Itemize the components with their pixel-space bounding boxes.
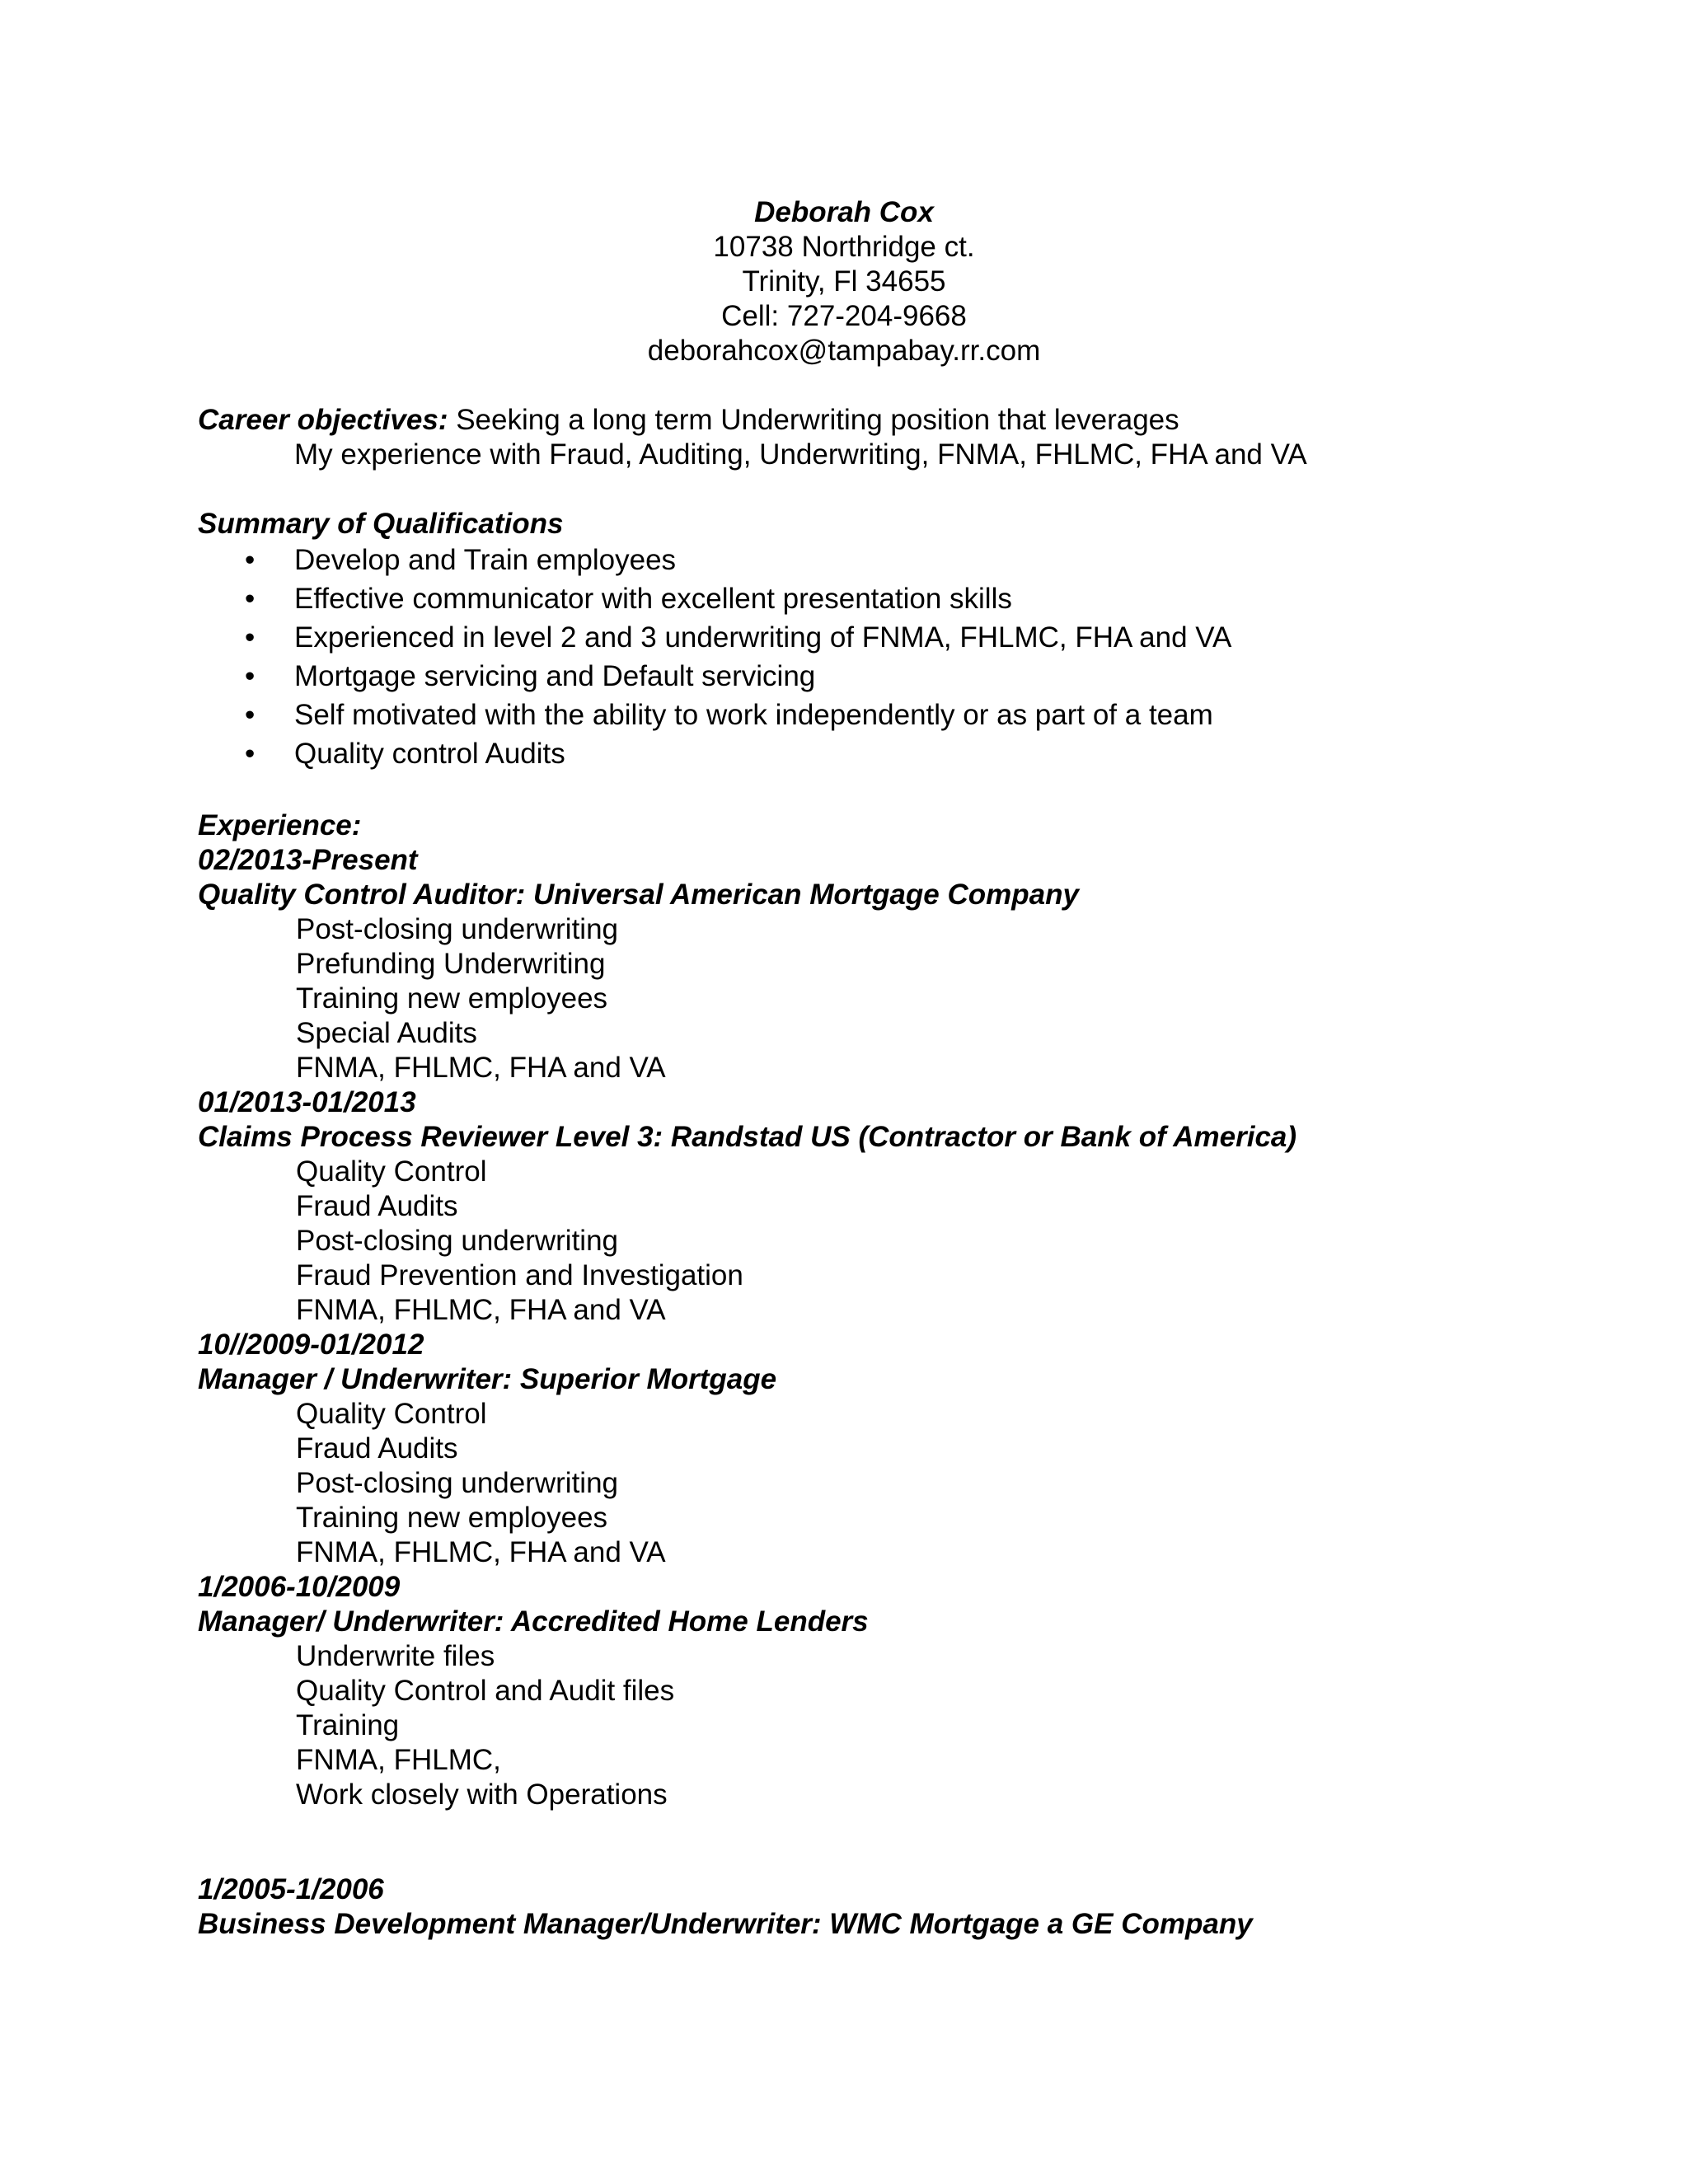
- career-objectives: [198, 403, 1179, 438]
- qualification-item: Experienced in level 2 and 3 underwriting of FNMA, FHLMC, FHA and VA: [294, 621, 1232, 654]
- job-title: Manager/ Underwriter: Accredited Home Lenders: [198, 1605, 869, 1638]
- experience-heading: Experience:: [198, 809, 362, 841]
- qualification-item: Effective communicator with excellent presentation skills: [294, 583, 1012, 615]
- qualification-item: Mortgage servicing and Default servicing: [294, 660, 816, 692]
- job-duty: Training new employees: [296, 1502, 608, 1534]
- summary-heading: Summary of Qualifications: [198, 508, 564, 540]
- job-duty: FNMA, FHLMC, FHA and VA: [296, 1294, 666, 1326]
- job-dates: 1/2006-10/2009: [198, 1571, 401, 1603]
- bullet-icon: •: [245, 544, 256, 576]
- career-objectives-continuation: My experience with Fraud, Auditing, Underwriting, FNMA, FHLMC, FHA and VA: [294, 438, 1307, 471]
- job-duty: FNMA, FHLMC, FHA and VA: [296, 1536, 666, 1568]
- job-duty: Training new employees: [296, 982, 608, 1015]
- job-duty: Post-closing underwriting: [296, 1225, 619, 1257]
- job-duty: Work closely with Operations: [296, 1779, 668, 1811]
- job-dates: 1/2005-1/2006: [198, 1873, 384, 1905]
- applicant-name: Deborah Cox: [754, 196, 934, 228]
- job-duty: Fraud Prevention and Investigation: [296, 1259, 743, 1291]
- job-duty: Quality Control: [296, 1155, 487, 1188]
- job-dates: 01/2013-01/2013: [198, 1086, 416, 1118]
- street-address: 10738 Northridge ct.: [713, 231, 975, 263]
- career-objectives-label: Career objectives:: [198, 404, 448, 436]
- job-title: Claims Process Reviewer Level 3: Randstad US (Contractor or Bank of America): [198, 1121, 1297, 1153]
- job-duty: Fraud Audits: [296, 1432, 458, 1465]
- job-title: Manager / Underwriter: Superior Mortgage: [198, 1363, 777, 1395]
- job-duty: Fraud Audits: [296, 1190, 458, 1222]
- job-title: Business Development Manager/Underwriter: WMC Mortgage a GE Company: [198, 1908, 1253, 1940]
- cell-phone: Cell: 727-204-9668: [721, 300, 967, 332]
- job-duty: Post-closing underwriting: [296, 1467, 619, 1499]
- job-duty: Prefunding Underwriting: [296, 948, 606, 980]
- job-duty: FNMA, FHLMC, FHA and VA: [296, 1052, 666, 1084]
- qualification-item: Develop and Train employees: [294, 544, 677, 576]
- qualification-item: Quality control Audits: [294, 738, 565, 770]
- email-address: deborahcox@tampabay.rr.com: [647, 335, 1041, 367]
- career-objectives-text: Seeking a long term Underwriting position that leverages: [448, 404, 1179, 436]
- job-duty: Quality Control and Audit files: [296, 1675, 675, 1707]
- city-state-zip: Trinity, Fl 34655: [742, 265, 946, 298]
- bullet-icon: •: [245, 738, 256, 770]
- job-dates: 02/2013-Present: [198, 844, 418, 876]
- job-duty: FNMA, FHLMC,: [296, 1744, 501, 1776]
- bullet-icon: •: [245, 660, 256, 692]
- job-duty: Post-closing underwriting: [296, 913, 619, 945]
- bullet-icon: •: [245, 583, 256, 615]
- job-title: Quality Control Auditor: Universal American Mortgage Company: [198, 879, 1079, 911]
- qualification-item: Self motivated with the ability to work independently or as part of a team: [294, 699, 1213, 731]
- job-duty: Special Audits: [296, 1017, 477, 1049]
- job-duty: Quality Control: [296, 1398, 487, 1430]
- job-dates: 10//2009-01/2012: [198, 1329, 424, 1361]
- job-duty: Training: [296, 1709, 400, 1741]
- bullet-icon: •: [245, 699, 256, 731]
- job-duty: Underwrite files: [296, 1640, 495, 1672]
- bullet-icon: •: [245, 621, 256, 654]
